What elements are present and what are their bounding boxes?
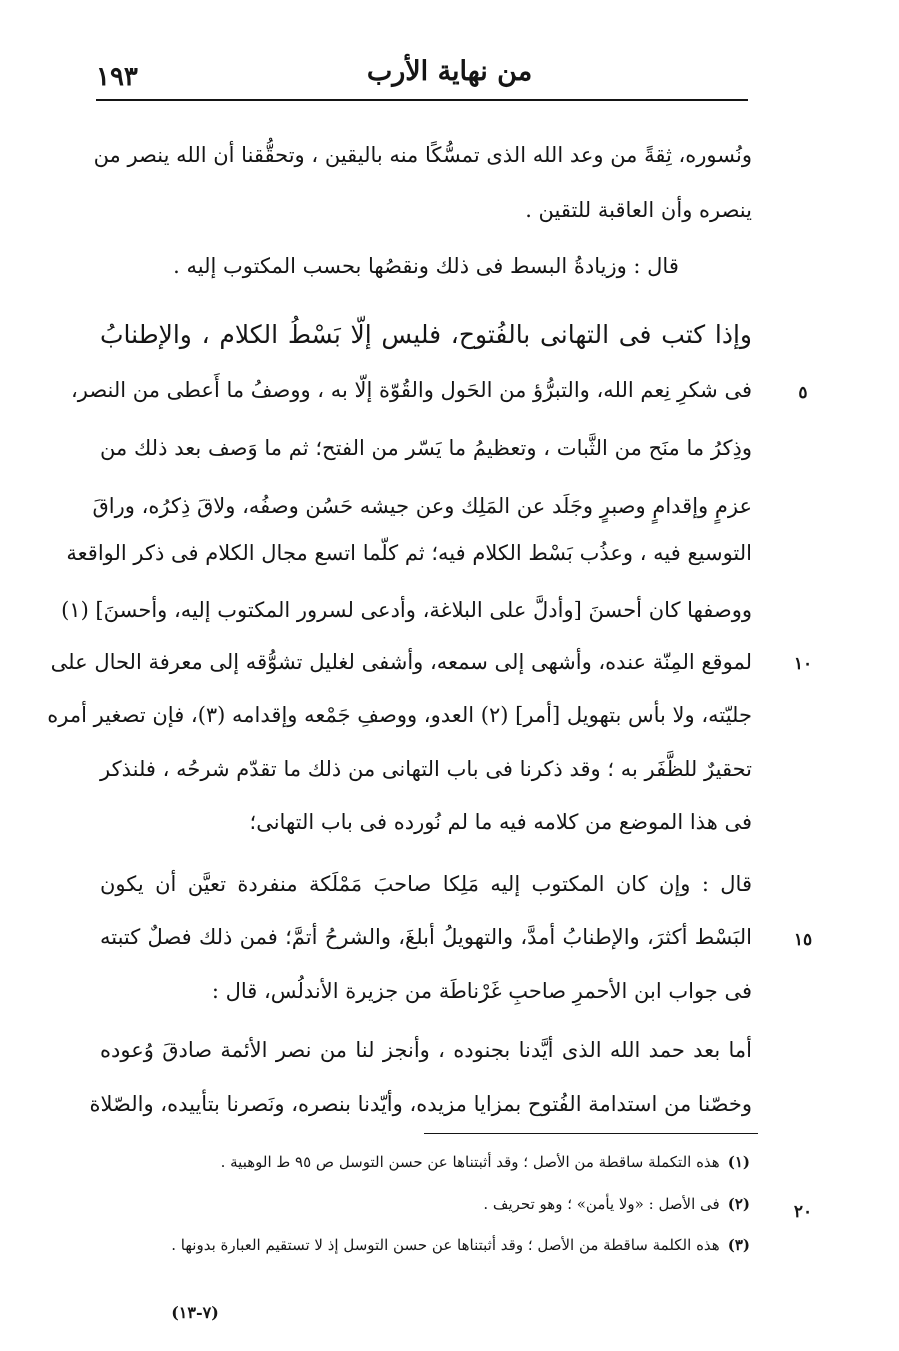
line-number: ١٠ xyxy=(793,654,813,674)
text-line: ونُسوره، ثِقةً من وعد الله الذى تمسُّكًا منه باليقين ، وتحقُّقنا أن الله ينصر من xyxy=(93,143,752,167)
text-line: فى جواب ابن الأحمرِ صاحبِ غَرْناطَة من جزيرة الأندلُس، قال : xyxy=(211,979,752,1003)
printer-signature: (٧-١٣) xyxy=(171,1303,219,1322)
text-line: فى هذا الموضع من كلامه فيه ما لم نُورده فى باب التهانى؛ xyxy=(249,810,752,834)
footnote-text: هذه الكلمة ساقطة من الأصل ؛ وقد أثبتناها عن حسن التوسل إذ لا تستقيم العبارة بدونها . xyxy=(171,1236,720,1254)
text-line: أما بعد حمد الله الذى أيَّدنا بجنوده ، وأنجز لنا من نصر الأئمة صادقَ وُعوده xyxy=(100,1038,752,1062)
footnote-mark: (٣) xyxy=(727,1236,750,1254)
line-number: ٢٠ xyxy=(793,1202,813,1222)
text-line: عزمٍ وإقدامٍ وصبرٍ وجَلَد عن المَلِك وعن جيشه حَسُن وصفُه، ولاقَ ذِكرُه، وراقَ xyxy=(92,494,752,518)
footnote-rule xyxy=(424,1133,758,1134)
footnote xyxy=(110,1236,750,1254)
text-line: قال : وإن كان المكتوب إليه مَلِكا صاحبَ مَمْلَكة منفردة تعيَّن أن يكون xyxy=(100,872,752,896)
page-number: ١٩٣ xyxy=(96,62,138,92)
footnote xyxy=(110,1195,750,1213)
line-number: ٥ xyxy=(798,383,808,403)
text-line: فى شكرِ نِعم الله، والتبرُّؤ من الحَول والقُوّة إلّا به ، ووصفُ ما أَعطى من النصر، xyxy=(70,378,752,402)
text-line: البَسْط أكثرَ، والإطنابُ أمدَّ، والتهويلُ أبلغَ، والشرحُ أتمَّ؛ فمن ذلك فصلٌ كتبته xyxy=(100,925,752,949)
footnote xyxy=(110,1153,750,1171)
footnote-text: هذه التكملة ساقطة من الأصل ؛ وقد أثبتناها عن حسن التوسل ص ٩٥ ط الوهبية . xyxy=(220,1153,720,1171)
line-number: ١٥ xyxy=(793,930,813,950)
text-line: جليّته، ولا بأس بتهويل [أمر] (٢) العدو، ووصفِ جَمْعه وإقدامه (٣)، فإن تصغير أمره xyxy=(47,703,752,727)
text-line: وخصّنا من استدامة الفُتوح بمزايا مزيده، وأيّدنا بنصره، ونَصرنا بتأييده، والصّلاة xyxy=(89,1092,752,1116)
text-line: ووصفها كان أحسنَ [وأدلَّ على البلاغة، وأدعى لسرور المكتوب إليه، وأحسنَ] (١) xyxy=(61,598,752,622)
footnote-mark: (١) xyxy=(727,1153,750,1171)
footnote-text: فى الأصل : «ولا يأمن» ؛ وهو تحريف . xyxy=(483,1195,720,1213)
text-line: ينصره وأن العاقبة للتقين . xyxy=(525,198,752,222)
footnote-mark: (٢) xyxy=(727,1195,750,1213)
text-line: قال : وزيادةُ البسط فى ذلك ونقصُها بحسب المكتوب إليه . xyxy=(173,254,679,278)
text-line: وذِكرُ ما منَح من الثَّبات ، وتعظيمُ ما يَسّر من الفتح؛ ثم ما وَصف بعد ذلك من xyxy=(100,436,752,460)
text-line: لموقع المِنّة عنده، وأشهى إلى سمعه، وأشفى لغليل تشوُّقه إلى معرفة الحال على xyxy=(50,650,752,674)
text-line: تحقيرٌ للظَّفَر به ؛ وقد ذكرنا فى باب التهانى من ذلك ما تقدّم شرحُه ، فلنذكر xyxy=(100,757,752,781)
text-line: التوسيع فيه ، وعذُب بَسْط الكلام فيه؛ ثم كلّما اتسع مجال الكلام فى ذكر الواقعة xyxy=(66,541,752,565)
header-rule xyxy=(96,99,748,101)
running-title: من نهاية الأرب xyxy=(366,56,533,87)
text-line: وإذا كتب فى التهانى بالفُتوح، فليس إلّا بَسْطُ الكلام ، والإطنابُ xyxy=(100,320,752,349)
